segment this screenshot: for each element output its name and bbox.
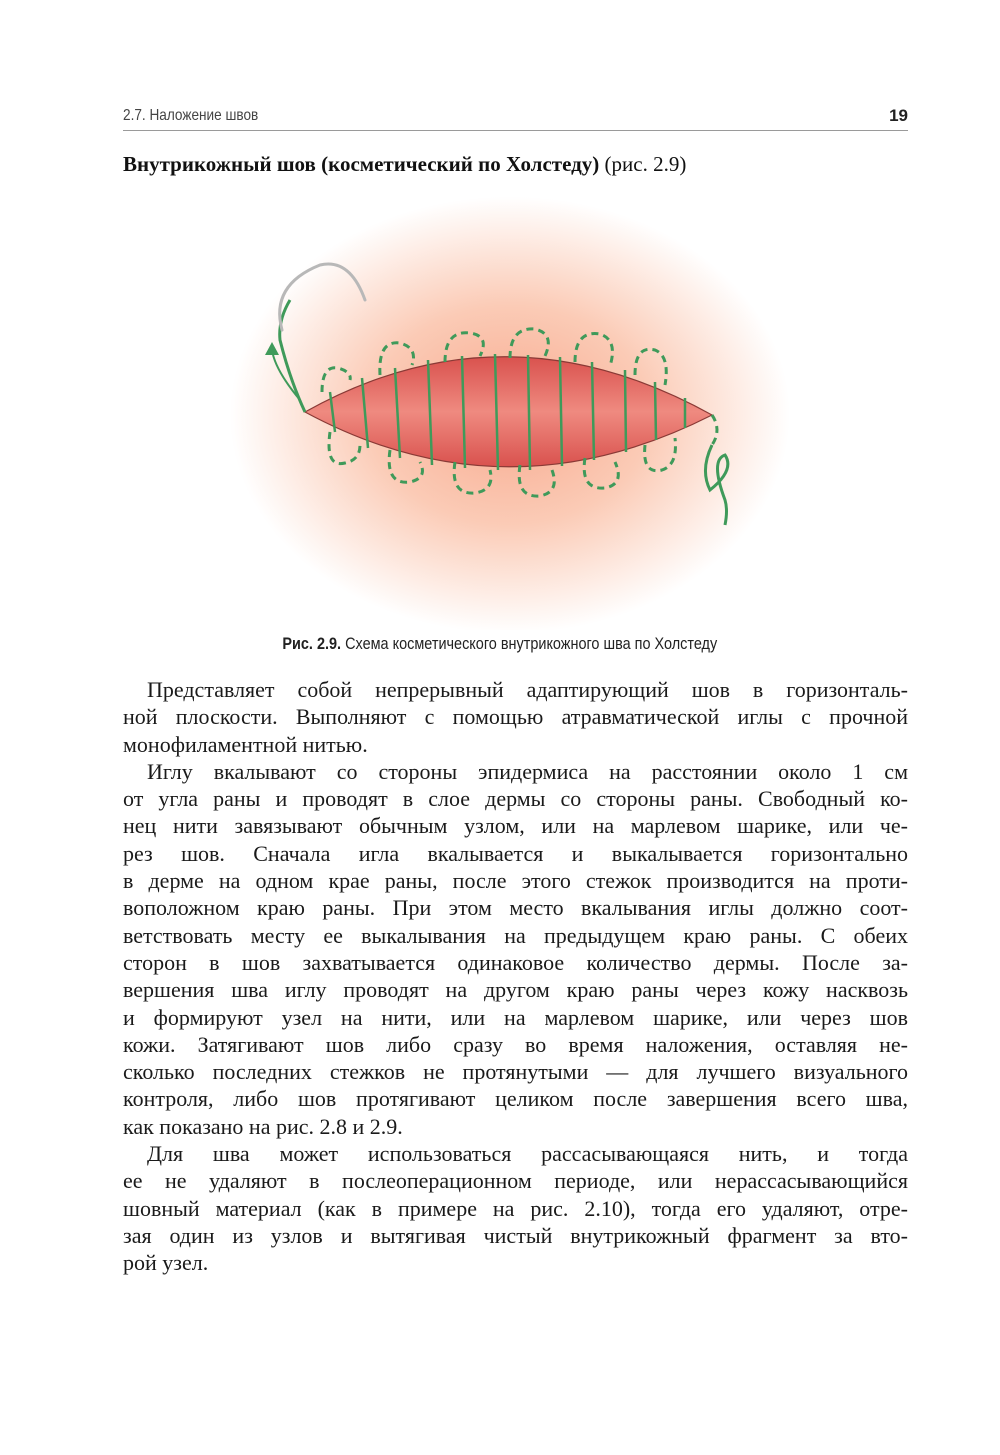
page-number: 19 (889, 106, 908, 125)
figure-caption-label: Рис. 2.9. (282, 634, 342, 653)
section-figure-ref: (рис. 2.9) (599, 152, 687, 176)
running-header (123, 106, 908, 131)
text-line: зая один из узлов и вытягивая чистый внутрикожный фрагмент за вто- (123, 1222, 908, 1248)
paragraph (123, 676, 908, 758)
paragraph (123, 1140, 908, 1276)
section-title (123, 152, 686, 177)
suture-illustration (0, 190, 1000, 630)
text-line: рой узел. (123, 1250, 209, 1276)
paragraph (123, 758, 908, 1140)
text-line: от угла раны и проводят в слое дермы со стороны раны. Свободный ко- (123, 786, 908, 812)
text-line: Для шва может использоваться рассасывающаяся нить, и тогда (147, 1141, 908, 1167)
body-text (123, 676, 908, 1277)
text-line: монофиламентной нитью. (123, 731, 368, 757)
text-line: воположном краю раны. При этом место вкалывания иглы должно соот- (123, 895, 908, 921)
section-title-bold: Внутрикожный шов (косметический по Холстеду) (123, 152, 600, 176)
text-line: Иглу вкалывают со стороны эпидермиса на расстоянии около 1 см (147, 758, 908, 784)
figure-caption (0, 634, 1000, 654)
text-line: нец нити завязывают обычным узлом, или на марлевом шарике, или че- (123, 813, 908, 839)
text-line: ее не удаляют в послеоперационном периоде, или нерассасывающийся (123, 1168, 908, 1194)
text-line: и формируют узел на нити, или на марлевом шарике, или через шов (123, 1004, 908, 1030)
text-line: рез шов. Сначала игла вкалывается и выкалывается горизонтально (123, 840, 908, 866)
text-line: как показано на рис. 2.8 и 2.9. (123, 1113, 403, 1139)
text-line: контроля, либо шов протягивают целиком после завершения всего шва, (123, 1086, 908, 1112)
running-header-title: 2.7. Наложение швов (123, 107, 259, 124)
text-line: Представляет собой непрерывный адаптирующий шов в горизонталь- (147, 677, 908, 702)
text-line: вершения шва иглу проводят на другом краю раны через кожу насквозь (123, 977, 908, 1003)
text-line: кожи. Затягивают шов либо сразу во время наложения, оставляя не- (123, 1031, 908, 1057)
text-line: сторон в шов захватывается одинаковое количество дермы. После за- (123, 949, 908, 975)
text-line: в дерме на одном крае раны, после этого стежок производится на проти- (123, 868, 908, 894)
text-line: шовный материал (как в примере на рис. 2.10), тогда его удаляют, отре- (123, 1195, 908, 1221)
figure-caption-text: Схема косметического внутрикожного шва по Холстеду (341, 634, 718, 653)
text-line: ветствовать месту ее выкалывания на предыдущем краю раны. С обеих (123, 922, 908, 948)
text-line: ной плоскости. Выполняют с помощью атравматической иглы с прочной (123, 704, 908, 730)
text-line: сколько последних стежков не протянутыми — для лучшего визуального (123, 1059, 908, 1085)
